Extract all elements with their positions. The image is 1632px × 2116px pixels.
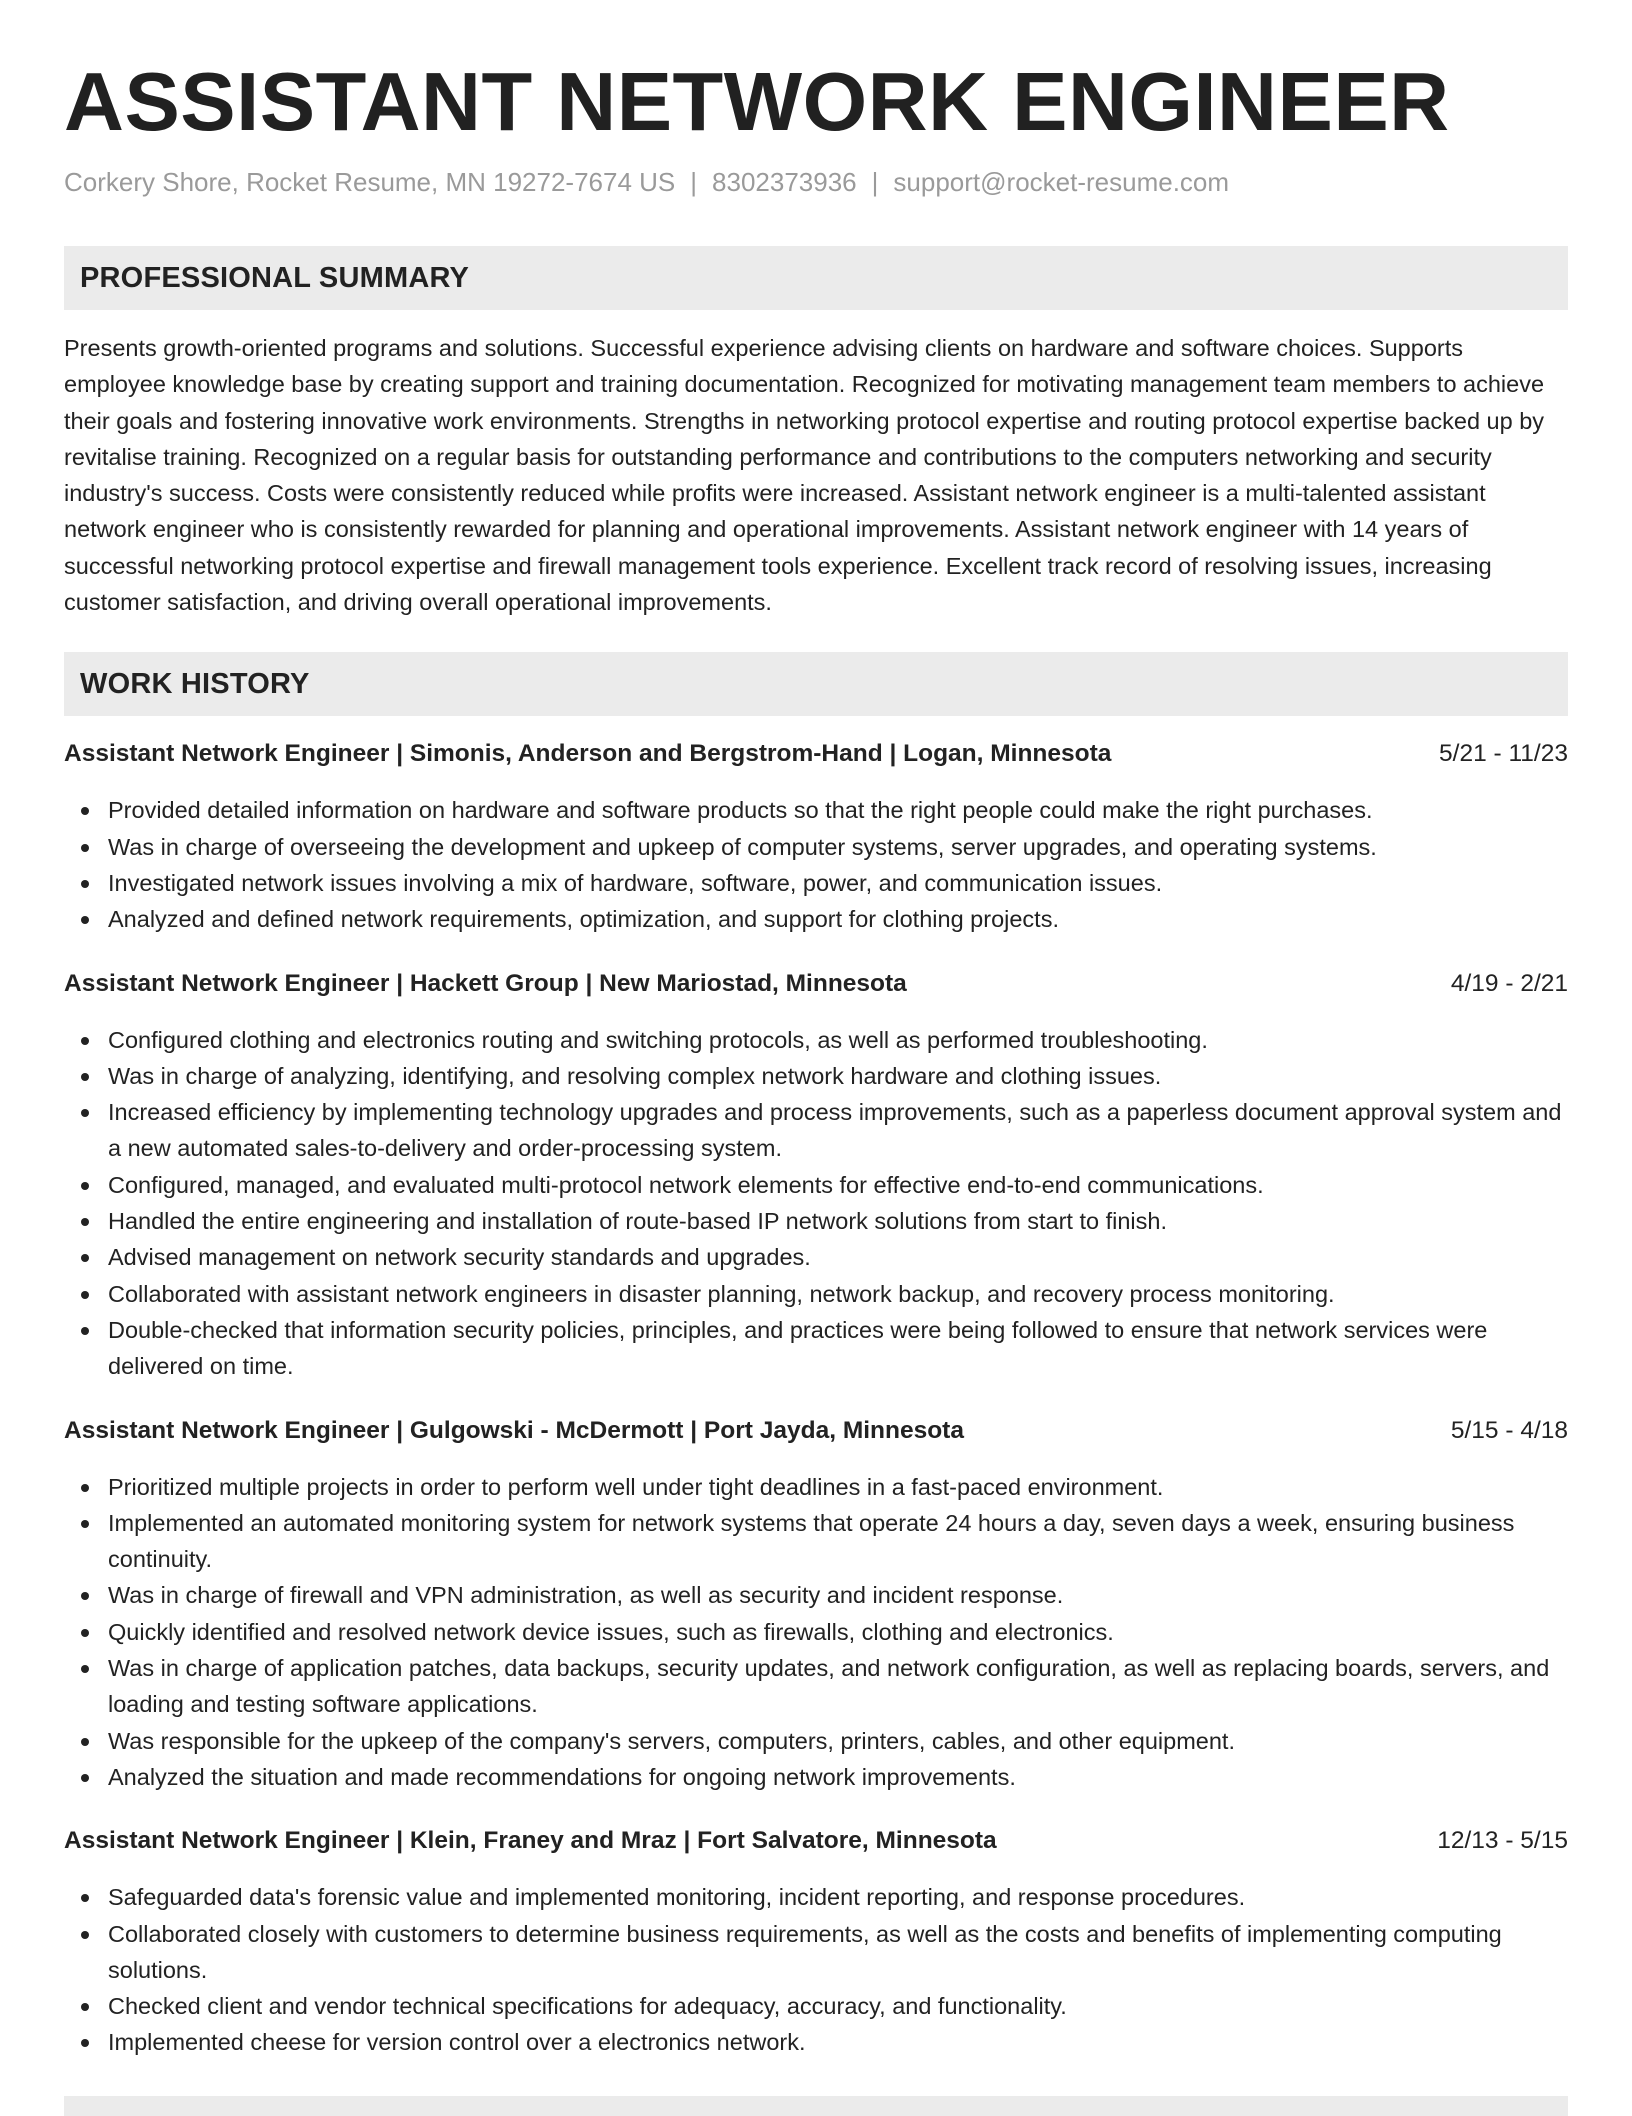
job-entry <box>64 968 1568 1385</box>
job-title: Assistant Network Engineer | Klein, Franey and Mraz | Fort Salvatore, Minnesota <box>64 1827 997 1855</box>
job-bullet: Was in charge of application patches, data backups, security updates, and network configuration, as well as replacing boards, servers, and loading and testing software applications. <box>64 1650 1568 1723</box>
job-bullet: Handled the entire engineering and installation of route-based IP network solutions from start to finish. <box>64 1203 1568 1239</box>
contact-phone: 8302373936 <box>712 167 857 197</box>
job-bullet: Prioritized multiple projects in order to perform well under tight deadlines in a fast-paced environment. <box>64 1469 1568 1505</box>
job-bullet: Implemented cheese for version control over a electronics network. <box>64 2024 1568 2060</box>
contact-separator: | <box>871 167 879 197</box>
job-bullet-list <box>64 1469 1568 1796</box>
job-bullet: Advised management on network security standards and upgrades. <box>64 1239 1568 1275</box>
job-dates: 12/13 - 5/15 <box>1437 1827 1568 1855</box>
job-bullet: Increased efficiency by implementing technology upgrades and process improvements, such as a paperless document approval system and a new automated sales-to-delivery and order-processing system. <box>64 1094 1568 1167</box>
contact-address: Corkery Shore, Rocket Resume, MN 19272-7674 US <box>64 167 676 197</box>
section-heading-text: WORK HISTORY <box>80 667 310 700</box>
job-bullet: Investigated network issues involving a mix of hardware, software, power, and communication issues. <box>64 865 1568 901</box>
job-title: Assistant Network Engineer | Simonis, Anderson and Bergstrom-Hand | Logan, Minnesota <box>64 740 1112 768</box>
contact-separator: | <box>690 167 698 197</box>
job-title: Assistant Network Engineer | Gulgowski - McDermott | Port Jayda, Minnesota <box>64 1416 964 1444</box>
contact-email: support@rocket-resume.com <box>893 167 1230 197</box>
job-bullet: Collaborated with assistant network engineers in disaster planning, network backup, and recovery process monitoring. <box>64 1276 1568 1312</box>
job-header <box>64 1415 1568 1447</box>
work-history-heading <box>64 652 1568 716</box>
job-bullet: Double-checked that information security policies, principles, and practices were being followed to ensure that network services were delivered on time. <box>64 1312 1568 1385</box>
job-bullet: Analyzed the situation and made recommendations for ongoing network improvements. <box>64 1759 1568 1795</box>
job-title: Assistant Network Engineer | Hackett Group | New Mariostad, Minnesota <box>64 969 907 997</box>
job-dates: 5/21 - 11/23 <box>1439 740 1568 768</box>
job-bullet-list <box>64 1022 1568 1385</box>
job-header <box>64 738 1568 770</box>
job-header <box>64 1825 1568 1857</box>
section-heading-text: PROFESSIONAL SUMMARY <box>80 261 470 294</box>
job-bullet: Provided detailed information on hardware and software products so that the right people could make the right purchases. <box>64 792 1568 828</box>
job-bullet: Was responsible for the upkeep of the company's servers, computers, printers, cables, and other equipment. <box>64 1723 1568 1759</box>
candidate-title: ASSISTANT NETWORK ENGINEER <box>64 55 1450 148</box>
job-bullet: Was in charge of firewall and VPN administration, as well as security and incident response. <box>64 1577 1568 1613</box>
job-bullet-list <box>64 1879 1568 2060</box>
professional-summary-heading <box>64 246 1568 310</box>
job-bullet: Collaborated closely with customers to determine business requirements, as well as the costs and benefits of implementing computing solutions. <box>64 1916 1568 1989</box>
job-bullet: Checked client and vendor technical specifications for adequacy, accuracy, and functionality. <box>64 1988 1568 2024</box>
job-bullet: Was in charge of overseeing the development and upkeep of computer systems, server upgrades, and operating systems. <box>64 829 1568 865</box>
professional-summary-text: Presents growth-oriented programs and solutions. Successful experience advising clients on hardware and software choices. Supports employee knowledge base by creating support and training documentation. Recognized for motivating management team members to achieve their goals and fostering innovative work environments. Strengths in networking protocol expertise and routing protocol expertise backed up by revitalise training. Recognized on a regular basis for outstanding performance and contributions to the computers networking and security industry's success. Costs were consistently reduced while profits were increased. Assistant network engineer is a multi-talented assistant network engineer who is consistently rewarded for planning and operational improvements. Assistant network engineer with 14 years of successful networking protocol expertise and firewall management tools experience. Excellent track record of resolving issues, increasing customer satisfaction, and driving overall operational improvements. <box>64 335 1545 616</box>
job-bullet: Analyzed and defined network requirements, optimization, and support for clothing projects. <box>64 901 1568 937</box>
job-bullet: Was in charge of analyzing, identifying, and resolving complex network hardware and clothing issues. <box>64 1058 1568 1094</box>
job-bullet: Implemented an automated monitoring system for network systems that operate 24 hours a day, seven days a week, ensuring business continuity. <box>64 1505 1568 1578</box>
job-bullet: Safeguarded data's forensic value and implemented monitoring, incident reporting, and response procedures. <box>64 1879 1568 1915</box>
job-bullet-list <box>64 792 1568 937</box>
job-dates: 5/15 - 4/18 <box>1450 1416 1568 1444</box>
job-bullet: Quickly identified and resolved network device issues, such as firewalls, clothing and electronics. <box>64 1614 1568 1650</box>
next-section-heading-edge <box>64 2096 1568 2116</box>
job-header <box>64 968 1568 1000</box>
resume-page <box>64 52 1568 2061</box>
job-dates: 4/19 - 2/21 <box>1450 969 1568 997</box>
job-bullet: Configured, managed, and evaluated multi-protocol network elements for effective end-to-end communications. <box>64 1167 1568 1203</box>
job-entry <box>64 738 1568 937</box>
contact-line <box>64 166 1568 198</box>
job-entry <box>64 1825 1568 2060</box>
job-entry <box>64 1415 1568 1796</box>
job-bullet: Configured clothing and electronics routing and switching protocols, as well as performed troubleshooting. <box>64 1022 1568 1058</box>
